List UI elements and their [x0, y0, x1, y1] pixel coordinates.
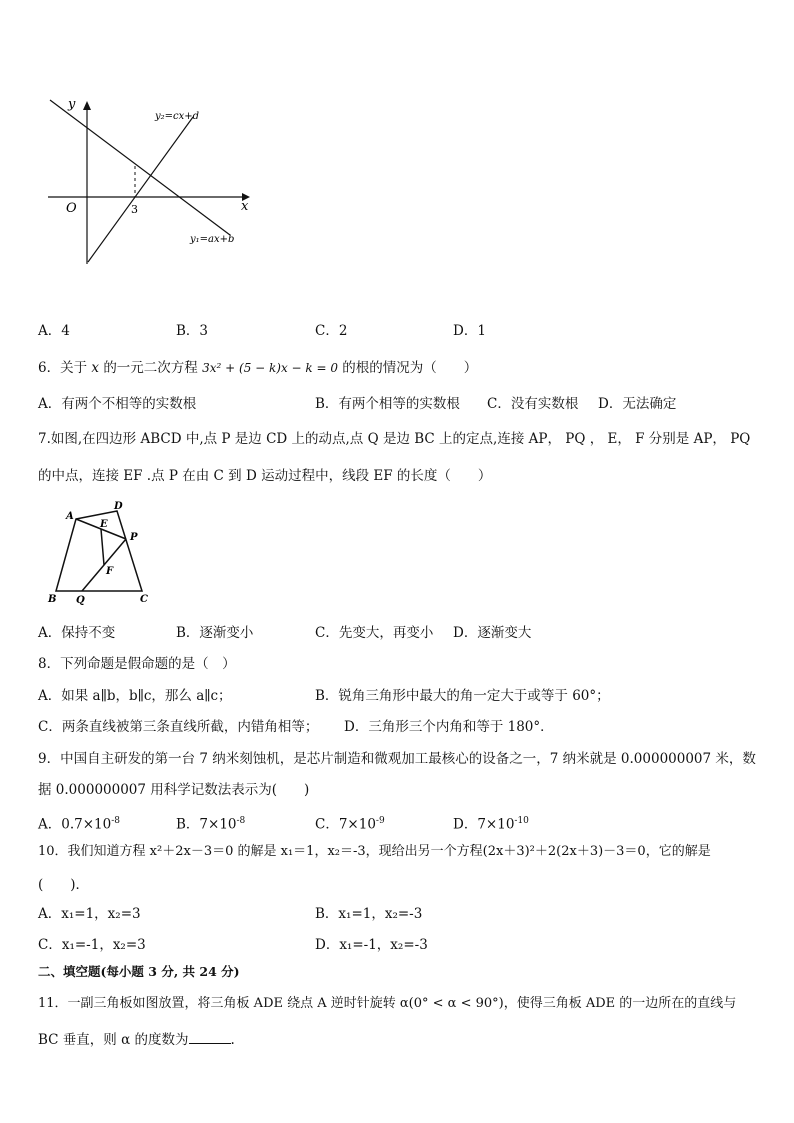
q10-option-d[interactable]: D．x₁=-1，x₂=-3	[315, 937, 428, 953]
section-2-title: 二、填空题(每小题 3 分, 共 24 分)	[38, 964, 240, 979]
q6-stem-mid: 的一元二次方程	[103, 360, 198, 376]
q6-stem	[38, 359, 477, 377]
q9-stem-line2: 据 0.000000007 用科学记数法表示为( )	[38, 782, 310, 798]
q9-option-b[interactable]	[176, 812, 245, 834]
q6-option-c[interactable]: C．没有实数根	[487, 396, 579, 412]
q5-option-d[interactable]: D．1	[453, 323, 486, 339]
q9-option-d-exp: -10	[514, 816, 529, 826]
q7-stem-line2: 的中点，连接 EF .点 P 在由 C 到 D 运动过程中，线段 EF 的长度（ ）	[38, 468, 492, 484]
q7-option-c[interactable]: C．先变大，再变小	[315, 625, 434, 641]
q9-option-d-base: D．7×10	[453, 816, 515, 833]
tick-3-label: 3	[131, 203, 138, 216]
q10-stem-line1: 10．我们知道方程 x²＋2x－3＝0 的解是 x₁＝1，x₂＝-3，现给出另一个方程(2x＋3)²＋2(2x＋3)－3＝0，它的解是	[38, 844, 711, 859]
q9-option-d[interactable]	[453, 812, 529, 834]
point-d-label: D	[114, 501, 123, 512]
point-b-label: B	[48, 594, 57, 605]
q9-option-b-base: B．7×10	[176, 816, 237, 833]
q5-option-c[interactable]: C．2	[315, 323, 348, 339]
q9-option-b-exp: -8	[236, 816, 246, 826]
q9-option-c-exp: -9	[375, 816, 385, 826]
q11-answer-blank[interactable]	[189, 1031, 231, 1044]
q5-option-b[interactable]: B．3	[176, 323, 209, 339]
q9-option-a-base: A．0.7×10	[38, 816, 112, 833]
q10-stem-line2: ( )．	[38, 877, 90, 893]
q8-option-a[interactable]: A．如果 a∥b，b∥c，那么 a∥c；	[38, 688, 232, 704]
segment-ef	[101, 529, 104, 565]
q6-stem-post: 的根的情况为（ ）	[342, 360, 478, 376]
line-y2-label: y₂=cx+d	[155, 111, 200, 122]
quadrilateral-abcd	[56, 511, 142, 591]
q9-option-c-base: C．7×10	[315, 816, 376, 833]
origin-label: O	[66, 201, 77, 216]
q8-option-c[interactable]: C．两条直线被第三条直线所截，内错角相等；	[38, 719, 319, 735]
q9-stem-line1: 9．中国自主研发的第一台 7 纳米刻蚀机，是芯片制造和微观加工最核心的设备之一，7 纳米就是 0.000000007 米，数	[38, 751, 756, 767]
linear-functions-graph	[40, 92, 270, 272]
point-e-label: E	[100, 519, 108, 530]
point-a-label: A	[66, 511, 74, 522]
q9-option-a-exp: -8	[111, 816, 120, 826]
q11-stem-line2-pre: BC 垂直，则 α 的度数为	[38, 1032, 189, 1048]
q6-option-d[interactable]: D．无法确定	[598, 396, 677, 412]
q8-stem: 8．下列命题是假命题的是（ ）	[38, 656, 236, 672]
q10-option-c[interactable]: C．x₁=-1，x₂=3	[38, 937, 146, 953]
q5-option-a[interactable]: A．4	[38, 323, 70, 339]
q10-option-b[interactable]: B．x₁=1，x₂=-3	[315, 906, 423, 922]
y-axis-arrow	[83, 101, 91, 110]
q7-option-b[interactable]: B．逐渐变小	[176, 625, 254, 641]
q8-option-b[interactable]: B．锐角三角形中最大的角一定大于或等于 60°；	[315, 688, 610, 704]
point-q-label: Q	[76, 595, 85, 606]
q6-option-b[interactable]: B．有两个相等的实数根	[315, 396, 460, 412]
point-f-label: F	[106, 566, 114, 577]
y-axis-label: y	[68, 97, 76, 112]
point-p-label: P	[130, 532, 138, 543]
x-axis-label: x	[241, 199, 249, 214]
q11-stem-line2-post: .	[230, 1032, 235, 1048]
q8-option-d[interactable]: D．三角形三个内角和等于 180°．	[344, 719, 554, 735]
q9-option-c[interactable]	[315, 812, 385, 834]
q7-option-d[interactable]: D．逐渐变大	[453, 625, 532, 641]
q6-equation: 3x² + (5 − k)x − k = 0	[202, 361, 338, 375]
q11-stem-line1: 11．一副三角板如图放置，将三角板 ADE 绕点 A 逆时针旋转 α(0° < α < 90°)，使得三角板 ADE 的一边所在的直线与	[38, 996, 737, 1011]
line-y1	[50, 100, 230, 235]
line-y2	[88, 117, 193, 262]
q10-option-a[interactable]: A．x₁=1，x₂=3	[38, 906, 141, 922]
q9-option-a[interactable]	[38, 812, 120, 834]
q6-stem-pre: 6．关于	[38, 360, 88, 376]
point-c-label: C	[140, 594, 148, 605]
q7-option-a[interactable]: A．保持不变	[38, 625, 116, 641]
q6-option-a[interactable]: A．有两个不相等的实数根	[38, 396, 197, 412]
q6-variable: x	[91, 360, 100, 376]
quadrilateral-figure	[44, 498, 159, 606]
q7-stem-line1: 7.如图,在四边形 ABCD 中,点 P 是边 CD 上的动点,点 Q 是边 BC 上的定点,连接 AP， PQ ， E， F 分别是 AP， PQ	[38, 431, 751, 447]
line-y1-label: y₁=ax+b	[190, 234, 235, 245]
q11-stem-line2	[38, 1031, 235, 1049]
